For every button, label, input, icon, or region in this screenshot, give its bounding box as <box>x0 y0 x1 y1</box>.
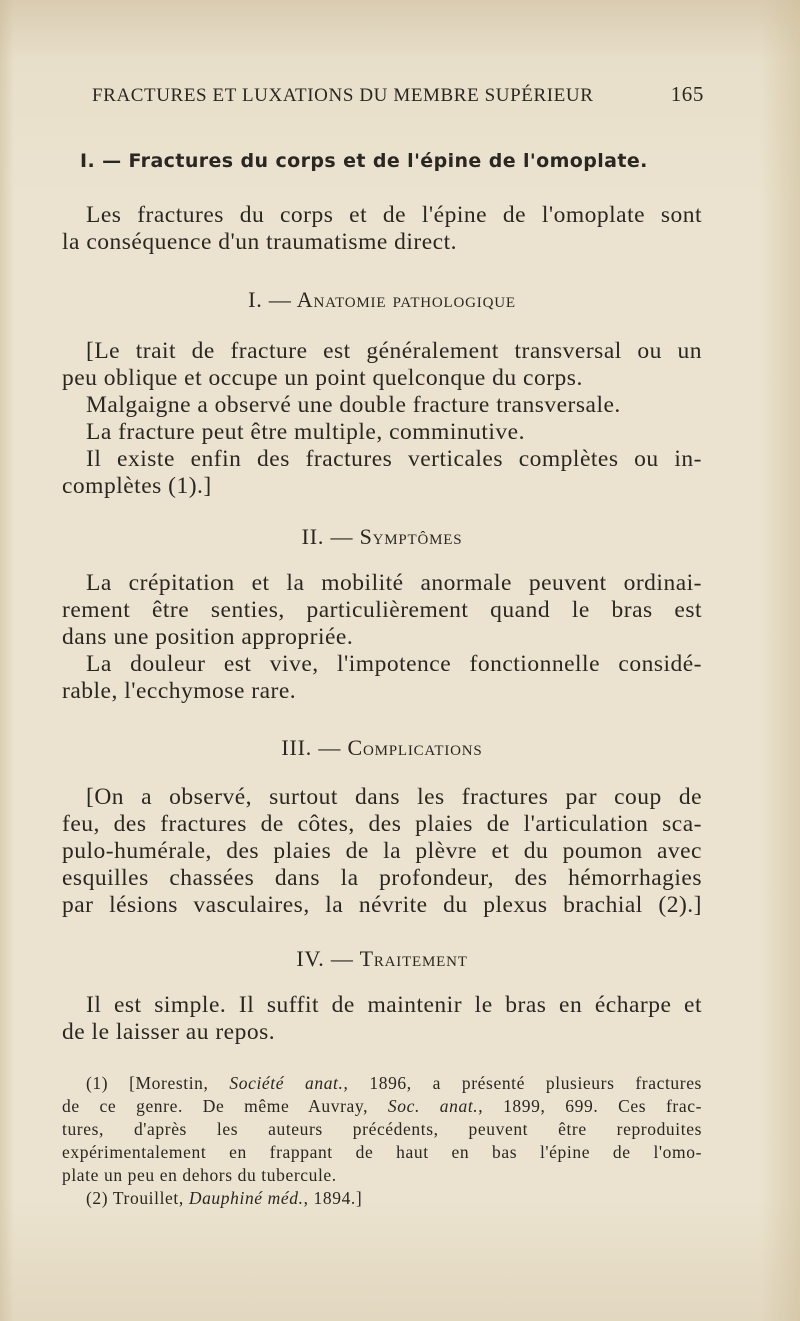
footnotes <box>62 1072 702 1210</box>
text-line: dans une position appropriée. <box>62 624 354 650</box>
chapter-title: I. — Fractures du corps et de l'épine de l'omoplate. <box>80 150 648 172</box>
text-line: rable, l'ecchymose rare. <box>62 678 297 704</box>
running-header <box>92 82 704 107</box>
text-line: Il existe enfin des fractures verticales complètes ou in- <box>86 446 702 472</box>
section-body-complications <box>62 784 702 919</box>
text-line: complètes (1).] <box>62 473 212 499</box>
text-line: pulo-humérale, des plaies de la plèvre et du poumon avec <box>62 838 702 864</box>
footnote-line: (1) [Morestin, Société anat., 1896, a présenté plusieurs fractures <box>86 1073 702 1093</box>
running-title: FRACTURES ET LUXATIONS DU MEMBRE SUPÉRIEUR <box>92 85 594 106</box>
intro-paragraph <box>62 202 702 256</box>
section-title-complications: III. — Complications <box>281 735 483 760</box>
text-line: [Le trait de fracture est généralement transversal ou un <box>86 338 702 364</box>
text-line: La crépitation et la mobilité anormale peuvent ordinai- <box>86 570 702 596</box>
section-body-traitement <box>62 992 702 1046</box>
page-number: 165 <box>670 82 704 106</box>
text-line: par lésions vasculaires, la névrite du plexus brachial (2).] <box>62 892 702 918</box>
text-line: feu, des fractures de côtes, des plaies de l'articulation sca- <box>62 811 702 837</box>
text-line: Il est simple. Il suffit de maintenir le bras en écharpe et <box>86 992 702 1018</box>
text-line: la conséquence d'un traumatisme direct. <box>62 229 458 255</box>
section-title-anatomie: I. — Anatomie pathologique <box>248 287 516 312</box>
footnote-line: plate un peu en dehors du tubercule. <box>62 1165 337 1185</box>
section-title-symptomes: II. — Symptômes <box>301 524 463 549</box>
text-line: rement être senties, particulièrement quand le bras est <box>62 597 702 623</box>
text-line: peu oblique et occupe un point quelconque du corps. <box>62 365 583 391</box>
text-line: Malgaigne a observé une double fracture transversale. <box>86 392 621 418</box>
page-edge-shadow-right <box>760 0 800 1321</box>
footnote-line: tures, d'après les auteurs précédents, peuvent être reproduites <box>62 1119 702 1139</box>
text-line: Les fractures du corps et de l'épine de l'omoplate sont <box>86 202 702 228</box>
text-line: La douleur est vive, l'impotence fonctionnelle considé- <box>86 651 702 677</box>
text-line: La fracture peut être multiple, comminutive. <box>86 419 525 445</box>
section-body-symptomes <box>62 570 702 705</box>
text-line: de le laisser au repos. <box>62 1019 276 1045</box>
footnote-line: expérimentalement en frappant de haut en bas l'épine de l'omo- <box>62 1142 702 1162</box>
page-edge-shadow-left <box>0 0 14 1321</box>
text-line: esquilles chassées dans la profondeur, des hémorrhagies <box>62 865 702 891</box>
footnote-line: de ce genre. De même Auvray, Soc. anat., 1899, 699. Ces frac- <box>62 1096 702 1116</box>
section-title-traitement: IV. — Traitement <box>296 946 468 971</box>
footnote-line: (2) Trouillet, Dauphiné méd., 1894.] <box>86 1188 363 1208</box>
section-body-anatomie <box>62 338 702 500</box>
text-line: [On a observé, surtout dans les fractures par coup de <box>86 784 702 810</box>
